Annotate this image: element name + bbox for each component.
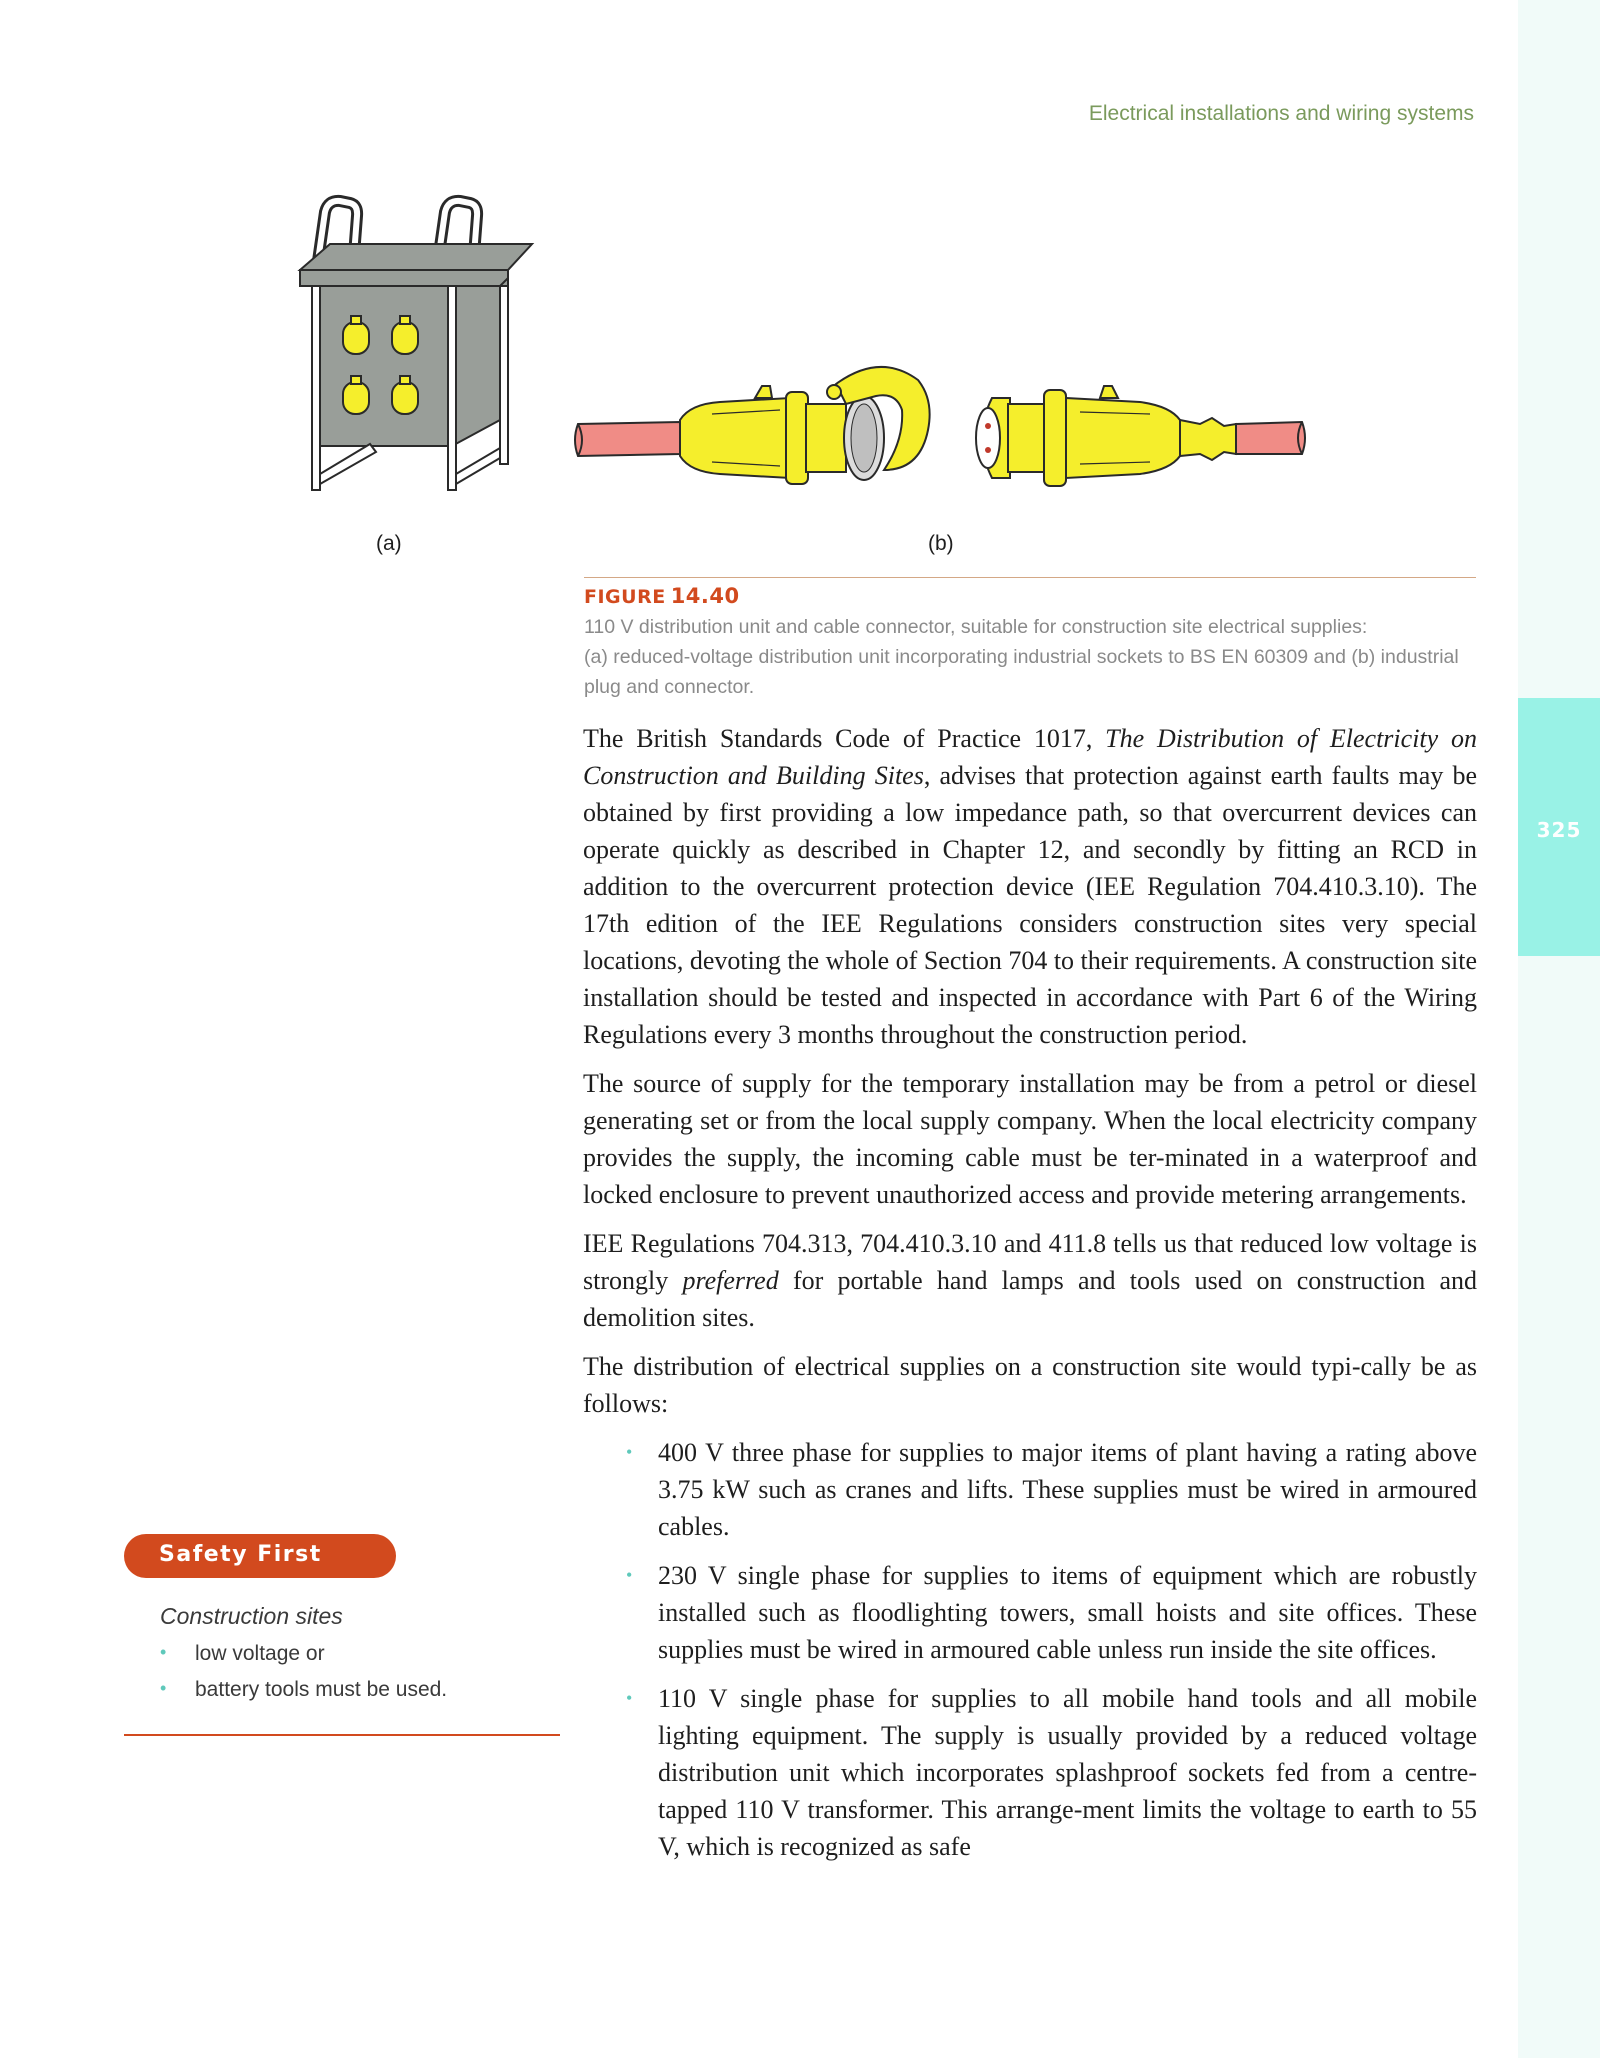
unit-left-leg — [312, 286, 320, 490]
bullet-icon: • — [626, 1565, 633, 1585]
list-item: • battery tools must be used. — [160, 1678, 448, 1701]
list-item: • low voltage or — [160, 1642, 325, 1665]
figure-illustration — [0, 0, 1320, 520]
unit-top-plate-edge — [300, 270, 508, 286]
bullet-icon: • — [160, 1642, 167, 1662]
supply-list — [583, 1434, 1477, 1865]
bullet-icon: • — [626, 1688, 633, 1708]
figure-caption-title — [584, 584, 740, 608]
figure-caption-number: 14.40 — [670, 584, 740, 608]
caption-rule — [584, 577, 1476, 578]
plug-cable — [1236, 422, 1305, 454]
figure-label-b: (b) — [928, 532, 954, 555]
safety-first-list — [160, 1642, 447, 1714]
distribution-unit-illustration — [300, 201, 532, 490]
unit-brace — [320, 444, 376, 484]
safety-first-rule — [124, 1734, 560, 1736]
safety-first-title: Safety First — [159, 1542, 322, 1567]
bullet-icon: • — [626, 1442, 633, 1462]
main-text — [583, 720, 1477, 1877]
emphasis: preferred — [682, 1266, 779, 1295]
side-margin-band — [1518, 0, 1600, 2058]
caption-line: (a) reduced-voltage distribution unit incorporating industrial sockets to BS EN 60309 and (b) industrial — [584, 646, 1459, 668]
unit-rear-leg — [500, 286, 508, 464]
figure-caption — [584, 612, 1479, 702]
figure-caption-word: FIGURE — [584, 586, 666, 608]
caption-line: plug and connector. — [584, 676, 755, 698]
safety-first-subtitle: Construction sites — [160, 1603, 343, 1629]
paragraph: The source of supply for the temporary installation may be from a petrol or diesel generating set or from the local supply company. When the local electricity company provides the supply, the incoming cable must be ter-minated in a waterproof and locked enclosure to prevent unauthorized access and provide metering arrangements. — [583, 1069, 1477, 1209]
plug-cable-grip — [1180, 418, 1236, 460]
list-item: • 230 V single phase for supplies to items of equipment which are robustly installed such as floodlighting towers, small hoists and site offices. These supplies must be wired in armoured cable unless run inside the site offices. — [583, 1557, 1477, 1668]
paragraph: IEE Regulations 704.313, 704.410.3.10 and 411.8 tells us that reduced low voltage is strongly preferred for portable hand lamps and tools used on construction and demolition sites. — [583, 1229, 1477, 1332]
caption-line: 110 V distribution unit and cable connector, suitable for construction site electrical supplies: — [584, 616, 1368, 638]
unit-brace — [456, 448, 500, 484]
paragraph: The distribution of electrical supplies on a construction site would typi-cally be as follows: — [583, 1352, 1477, 1418]
plug-body — [1066, 398, 1180, 478]
plug-collar — [1044, 390, 1066, 486]
page-number: 325 — [1536, 818, 1582, 842]
connector-collar — [786, 392, 808, 484]
bullet-icon: • — [160, 1678, 167, 1698]
document-title: The Distribution of Electricity on Construction and Building Sites — [583, 724, 1477, 790]
connector-cable — [575, 422, 680, 456]
safety-first-banner — [124, 1534, 396, 1578]
unit-front-panel — [316, 286, 452, 446]
unit-right-leg — [448, 286, 456, 490]
list-item: • 110 V single phase for supplies to all mobile hand tools and all mobile lighting equipment. The supply is usually provided by a reduced voltage distribution unit which incorporates splashproof sockets fed from a centre-tapped 110 V transformer. This arrange-ment limits the voltage to earth to 55 V, which is recognized as safe — [583, 1680, 1477, 1865]
running-header: Electrical installations and wiring systems — [1088, 102, 1474, 125]
connector-illustration — [575, 367, 1305, 486]
unit-top-plate — [300, 244, 532, 270]
paragraph: The British Standards Code of Practice 1017, The Distribution of Electricity on Construction and Building Sites, advises that protection against earth faults may be obtained by first providing a low impedance path, so that overcurrent devices can operate quickly as described in Chapter 12, and secondly by fitting an RCD in addition to the overcurrent protection device (IEE Regulation 704.410.3.10). The 17th edition of the IEE Regulations considers construction sites very special locations, devoting the whole of Section 704 to their requirements. A construction site installation should be tested and inspected in accordance with Part 6 of the Wiring Regulations every 3 months throughout the construction period. — [583, 724, 1477, 1049]
list-item: • 400 V three phase for supplies to major items of plant having a rating above 3.75 kW such as cranes and lifts. These supplies must be wired in armoured cables. — [583, 1434, 1477, 1545]
figure-label-a: (a) — [376, 532, 402, 555]
